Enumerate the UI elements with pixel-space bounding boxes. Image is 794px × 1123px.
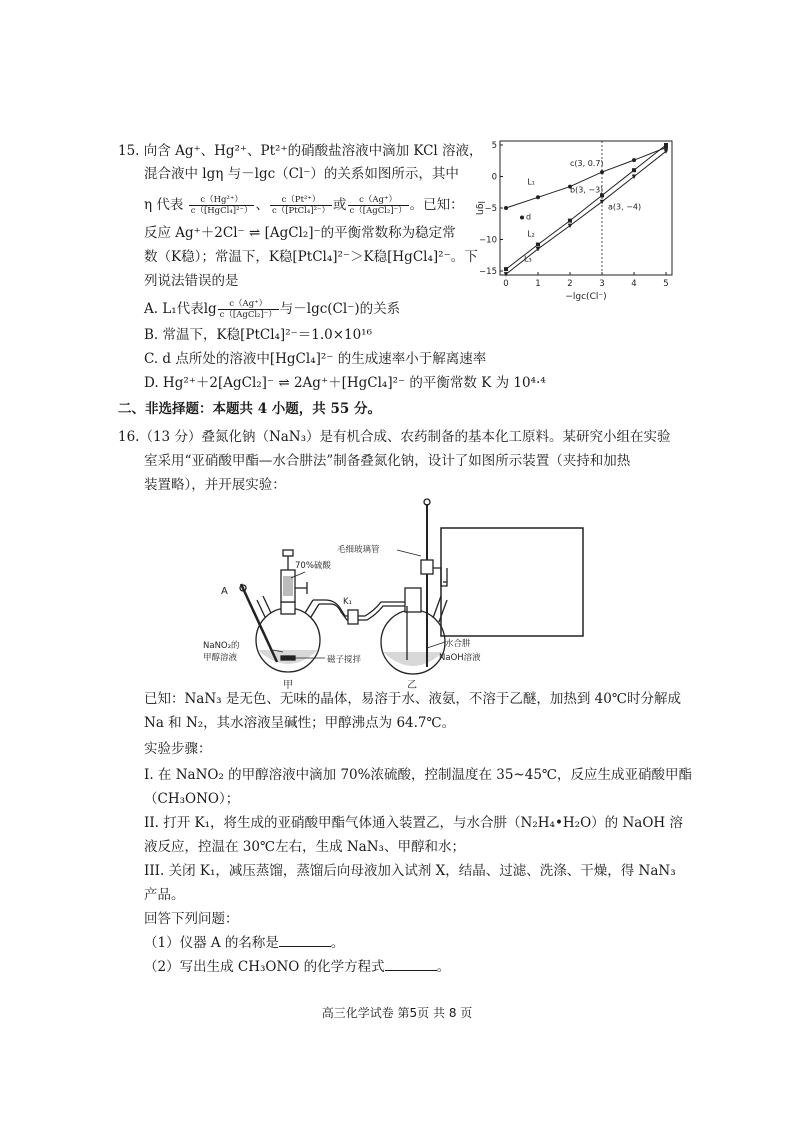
x-tick-label: 5 [663,279,669,289]
q16-step-3b: 产品。 [144,887,185,903]
q15-line-3 [144,190,464,220]
option-a-fraction [218,299,279,320]
q16-step-2b: 液反应，控温在 30℃左右，生成 NaN₃、甲醇和水； [144,839,465,855]
series-label-2: L₂ [527,229,535,239]
x-tick-label: 2 [567,279,573,289]
flask-yi-solution [383,652,443,666]
q16-sub-2[interactable] [144,958,450,976]
label-nano2-1: NaNO₂的 [203,641,240,651]
sub-1-suffix: 。 [330,935,345,951]
label-hydrazine: 水合肼 [445,639,471,649]
answer-blank-2[interactable] [385,958,437,971]
q15-option-c[interactable]: C. d 点所处的溶液中[HgCl₄]²⁻ 的生成速率小于解离速率 [144,351,487,367]
label-capillary: 毛细玻璃管 [337,545,380,555]
q16-known-2: Na 和 N₂，其水溶液呈碱性；甲醇沸点为 64.7℃。 [144,715,456,731]
y-tick-label: −5 [484,204,497,214]
fraction-hg-num: c（Hg²⁺） [189,195,255,206]
point-L3 [568,224,573,229]
annotation-label: b(3, −3) [570,185,604,195]
x-axis-label: −lgc(Cl⁻) [565,292,607,302]
x-tick-label: 3 [599,279,605,289]
section-2-heading: 二、非选择题：本题共 4 小题，共 55 分。 [118,401,381,417]
point-L2 [632,168,636,172]
x-tick-label: 1 [535,279,541,289]
q16-line-3: 装置略），并开展实验： [144,477,286,493]
q15-option-a[interactable] [144,294,400,324]
label-naoh: NaOH溶液 [439,653,481,663]
y-tick-label: −15 [479,267,497,277]
label-stirrer: 磁子搅拌 [327,655,362,665]
point-L3 [504,272,509,277]
sub-2-prefix: （2）写出生成 CH₃ONO 的化学方程式 [144,959,385,975]
fraction-ag-num: c（Ag⁺） [348,195,409,206]
fraction-hg [189,195,255,216]
apparatus-diagram [195,492,595,692]
q15-eta-suffix: 。已知： [409,197,464,213]
fraction-ag [348,195,409,216]
fraction-hg-den: c（[HgCl₄]²⁻） [190,206,253,216]
q15-text-1: 向含 Ag⁺、Hg²⁺、Pt²⁺的硝酸盐溶液中滴加 KCl 溶液， [143,143,483,159]
q16-answer-title: 回答下列问题： [144,911,239,927]
annotation-label: a(3, −4) [608,202,642,212]
series-label-1: L₁ [527,177,535,187]
page-footer: 高三化学试卷 第5页 共 8 页 [321,1006,473,1020]
label-k1: K₁ [343,597,352,607]
annotation-label: d [526,212,532,222]
q16-line-2: 室采用“亚硝酸甲酯—水合肼法”制备叠氮化钠，设计了如图所示装置（夹持和加热 [144,453,631,469]
q15-eta-prefix: η 代表 [144,197,184,213]
label-acid: 70%硫酸 [295,561,331,571]
point-L2 [536,243,540,247]
y-tick-label: 5 [491,141,497,151]
q16-step-1a: I. 在 NaNO₂ 的甲醇溶液中滴加 70%浓硫酸，控制温度在 35~45℃，反应生成亚硝酸甲酯 [144,767,693,783]
y-tick-label: −10 [479,235,497,246]
point-L2 [504,267,508,271]
fraction-pt [270,195,332,216]
point-L1 [536,195,540,199]
option-a-suffix: 与－lgc(Cl⁻)的关系 [279,301,401,317]
q15-sep-2: 或 [333,197,347,213]
sub-1-prefix: （1）仪器 A 的名称是 [144,935,279,951]
label-nano2-2: 甲醇溶液 [203,653,238,663]
q15-line-5: 数（K稳）；常温下，K稳[PtCl₄]²⁻＞K稳[HgCl₄]²⁻。下 [144,249,478,265]
q15-option-d[interactable]: D. Hg²⁺＋2[AgCl₂]⁻ ⇌ 2Ag⁺＋[HgCl₄]²⁻ 的平衡常数 K 为 10⁴·⁴ [144,375,546,391]
q16-sub-1[interactable] [144,934,344,952]
point-L1 [632,158,636,162]
point-L2 [664,143,668,147]
point-L1 [504,206,508,210]
q15-sep-1: 、 [255,197,269,213]
y-tick-label: 0 [491,172,497,183]
q15-line-2: 混合液中 lgη 与－lgc（Cl⁻）的关系如图所示，其中 [144,166,459,182]
stopcock-k1[interactable] [348,610,358,624]
fraction-ag-den: c（[AgCl₂]⁻） [349,206,407,216]
q16-step-3a: III. 关闭 K₁，减压蒸馏，蒸馏后向母液加入试剂 X，结晶、过滤、洗涤、干燥，得 NaN₃ [144,863,676,879]
annotation-label: c(3, 0.7) [570,159,604,169]
option-a-num: c（Ag⁺） [218,299,279,310]
fraction-pt-num: c（Pt²⁺） [270,195,332,206]
q15-line-1 [118,142,483,160]
lg-eta-chart [470,135,680,307]
point-L2 [568,219,572,223]
fraction-pt-den: c（[PtCl₄]²⁻） [271,206,331,216]
label-a: A [221,586,228,597]
option-a-den: c（[AgCl₂]⁻） [219,310,277,320]
x-tick-label: 0 [503,279,509,289]
point-L1 [600,170,604,174]
q15-option-b[interactable]: B. 常温下，K稳[PtCl₄]²⁻＝1.0×10¹⁶ [144,327,373,343]
label-jia: 甲 [283,680,293,691]
answer-blank-1[interactable] [279,934,331,947]
q16-known-1: 已知：NaN₃ 是无色、无味的晶体，易溶于水、液氨，不溶于乙醚，加热到 40℃时分解成 [144,691,681,707]
point-d [520,215,524,219]
y-axis-label: lgη [475,201,485,215]
series-label-3: L₃ [524,254,532,264]
answer-box [441,528,583,636]
q15-line-4: 反应 Ag⁺＋2Cl⁻ ⇌ [AgCl₂]⁻的平衡常数称为稳定常 [144,225,456,241]
q15-number: 15. [118,143,140,159]
label-yi: 乙 [407,680,417,691]
q16-steps-title: 实验步骤： [144,741,212,757]
sub-2-suffix: 。 [436,959,451,975]
q16-line-1: 16.（13 分）叠氮化钠（NaN₃）是有机合成、农药制备的基本化工原料。某研究小组在实验 [118,429,671,445]
option-a-prefix: A. L₁代表lg [144,301,217,317]
x-tick-label: 4 [631,279,637,289]
magnetic-stirrer [281,656,295,660]
q16-step-2a: II. 打开 K₁，将生成的亚硝酸甲酯气体通入装置乙，与水合肼（N₂H₄•H₂O）的 NaOH 溶 [144,815,683,831]
q16-step-1b: （CH₃ONO）； [144,791,240,807]
q15-line-6: 列说法错误的是 [144,273,239,289]
